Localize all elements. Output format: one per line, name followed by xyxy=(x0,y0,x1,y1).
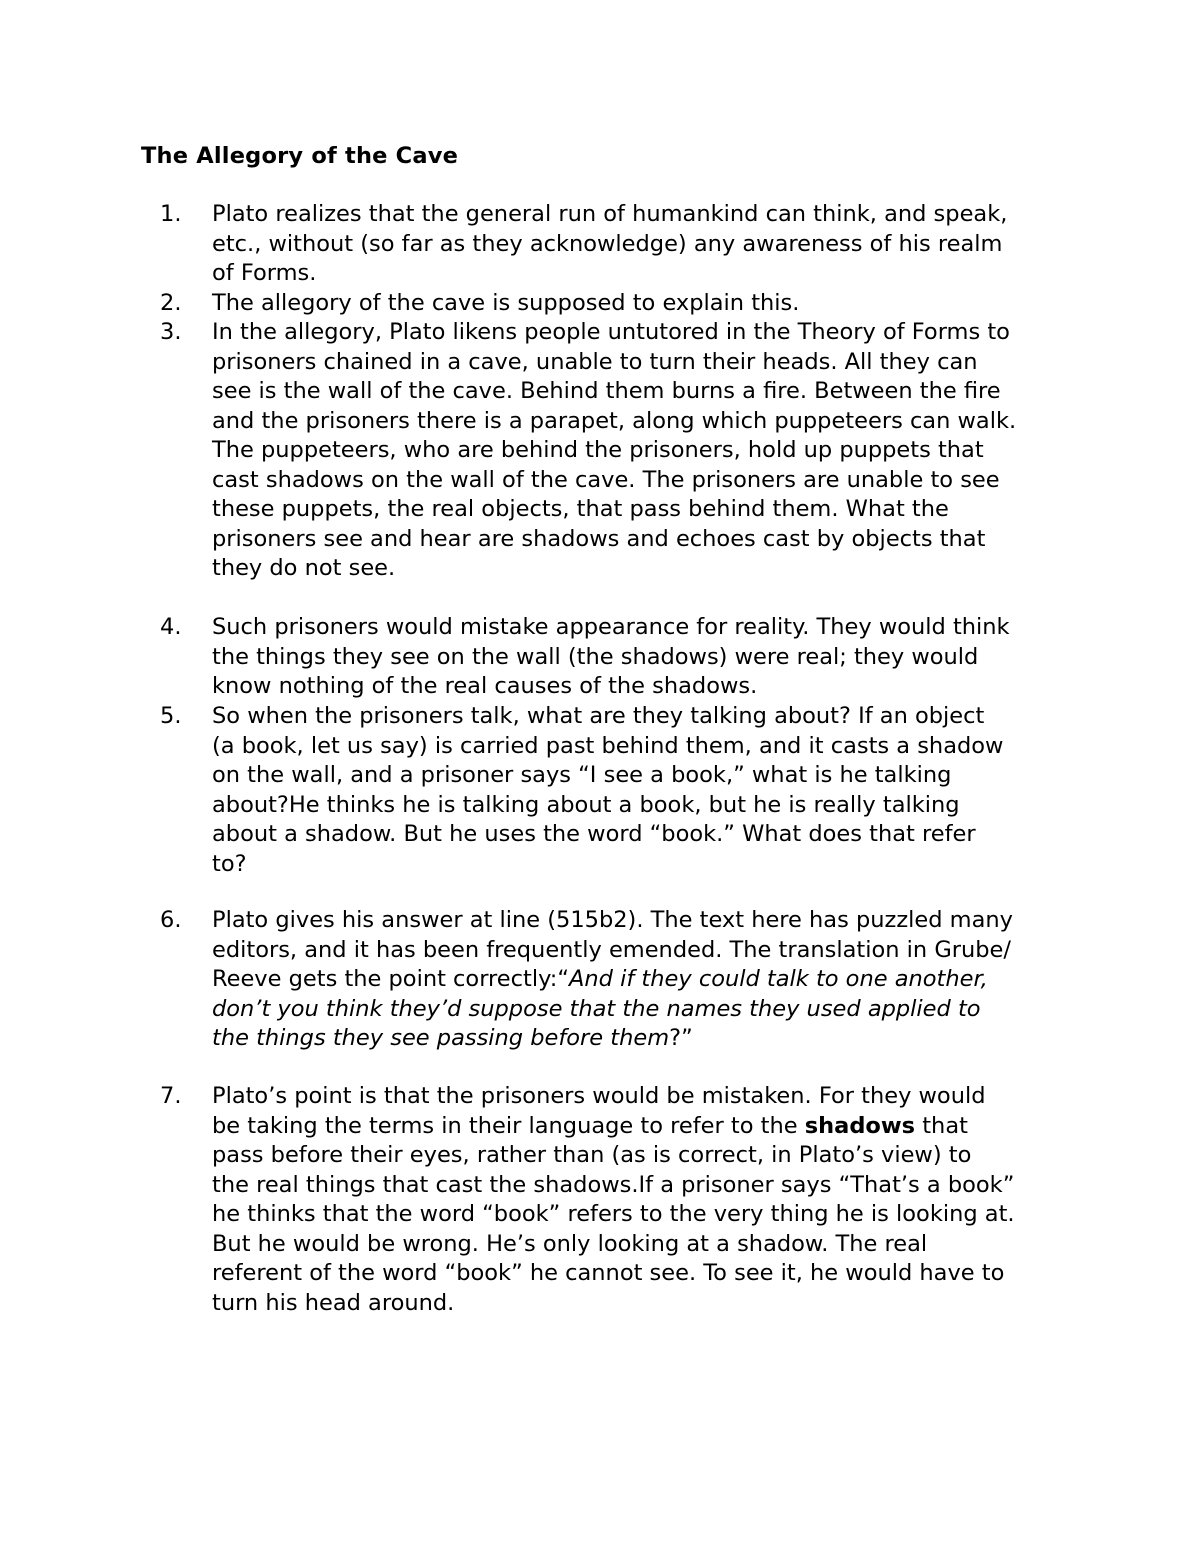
text-line: the real things that cast the shadows.If a prisoner says “That’s a book” xyxy=(212,1171,1015,1198)
text-line: about a shadow. But he uses the word “book.” What does that refer xyxy=(212,821,976,847)
text-line: The allegory of the cave is supposed to explain this. xyxy=(212,290,800,316)
list-number: 7. xyxy=(160,1083,182,1109)
text-run: that xyxy=(915,1112,968,1139)
text-line: Such prisoners would mistake appearance for reality. They would think xyxy=(212,614,1010,640)
text-line: to? xyxy=(212,850,247,877)
list-number: 1. xyxy=(160,201,182,227)
text-run: be taking the terms in their language to refer to the xyxy=(212,1112,805,1139)
text-line xyxy=(212,1112,1072,1142)
list-number: 4. xyxy=(160,614,182,640)
text-line: the things they see on the wall (the shadows) were real; they would xyxy=(212,643,979,670)
text-line: So when the prisoners talk, what are they talking about? If an object xyxy=(212,703,985,729)
text-line: Plato’s point is that the prisoners would be mistaken. For they would xyxy=(212,1083,986,1109)
text-line: cast shadows on the wall of the cave. The prisoners are unable to see xyxy=(212,466,1000,493)
text-run: Reeve gets the point correctly:“ xyxy=(212,966,570,992)
text-line: Plato gives his answer at line (515b2). The text here has puzzled many xyxy=(212,907,1013,933)
text-line: and the prisoners there is a parapet, along which puppeteers can walk. xyxy=(212,407,1017,434)
text-line: etc., without (so far as they acknowledge) any awareness of his realm xyxy=(212,230,1003,257)
text-line: they do not see. xyxy=(212,555,396,581)
quote-italic: don’t you think they’d suppose that the names they used applied to xyxy=(212,995,981,1022)
text-line: pass before their eyes, rather than (as is correct, in Plato’s view) to xyxy=(212,1142,972,1168)
text-line: prisoners see and hear are shadows and echoes cast by objects that xyxy=(212,525,986,552)
text-run: ?” xyxy=(669,1025,693,1051)
text-line: prisoners chained in a cave, unable to turn their heads. All they can xyxy=(212,348,978,375)
text-line: editors, and it has been frequently emended. The translation in Grube/ xyxy=(212,936,1011,963)
text-line: In the allegory, Plato likens people untutored in the Theory of Forms to xyxy=(212,319,1010,345)
list-item-text xyxy=(212,318,1072,584)
text-line: know nothing of the real causes of the shadows. xyxy=(212,673,758,699)
list-item-text xyxy=(212,1082,1072,1318)
text-line: of Forms. xyxy=(212,260,317,286)
text-line: (a book, let us say) is carried past behind them, and it casts a shadow xyxy=(212,732,1004,759)
text-line: these puppets, the real objects, that pass behind them. What the xyxy=(212,496,949,522)
list-number: 2. xyxy=(160,290,182,316)
list-number: 6. xyxy=(160,907,182,933)
text-line: see is the wall of the cave. Behind them burns a fire. Between the fire xyxy=(212,378,1001,404)
text-line: about?He thinks he is talking about a book, but he is really talking xyxy=(212,791,960,818)
quote-italic: the things they see passing before them xyxy=(212,1025,670,1051)
text-line: Plato realizes that the general run of humankind can think, and speak, xyxy=(212,201,1008,227)
list-item-text xyxy=(212,906,1072,1054)
text-line: he thinks that the word “book” refers to the very thing he is looking at. xyxy=(212,1201,1015,1227)
document-title: The Allegory of the Cave xyxy=(141,143,459,169)
text-line: referent of the word “book” he cannot see. To see it, he would have to xyxy=(212,1260,1005,1286)
text-line xyxy=(212,1024,1072,1054)
text-line: The puppeteers, who are behind the prisoners, hold up puppets that xyxy=(212,437,984,463)
list-item-text xyxy=(212,289,1072,319)
quote-italic: And if they could talk to one another, xyxy=(569,966,988,992)
list-item-text xyxy=(212,613,1072,702)
list-item-text xyxy=(212,702,1072,879)
text-line xyxy=(212,965,1072,995)
text-line: turn his head around. xyxy=(212,1289,455,1316)
list-number: 5. xyxy=(160,703,182,729)
emphasis-bold: shadows xyxy=(804,1112,916,1139)
text-line: on the wall, and a prisoner says “I see a book,” what is he talking xyxy=(212,762,952,788)
text-line: But he would be wrong. He’s only looking at a shadow. The real xyxy=(212,1230,928,1257)
list-item-text xyxy=(212,200,1072,289)
list-number: 3. xyxy=(160,319,182,345)
